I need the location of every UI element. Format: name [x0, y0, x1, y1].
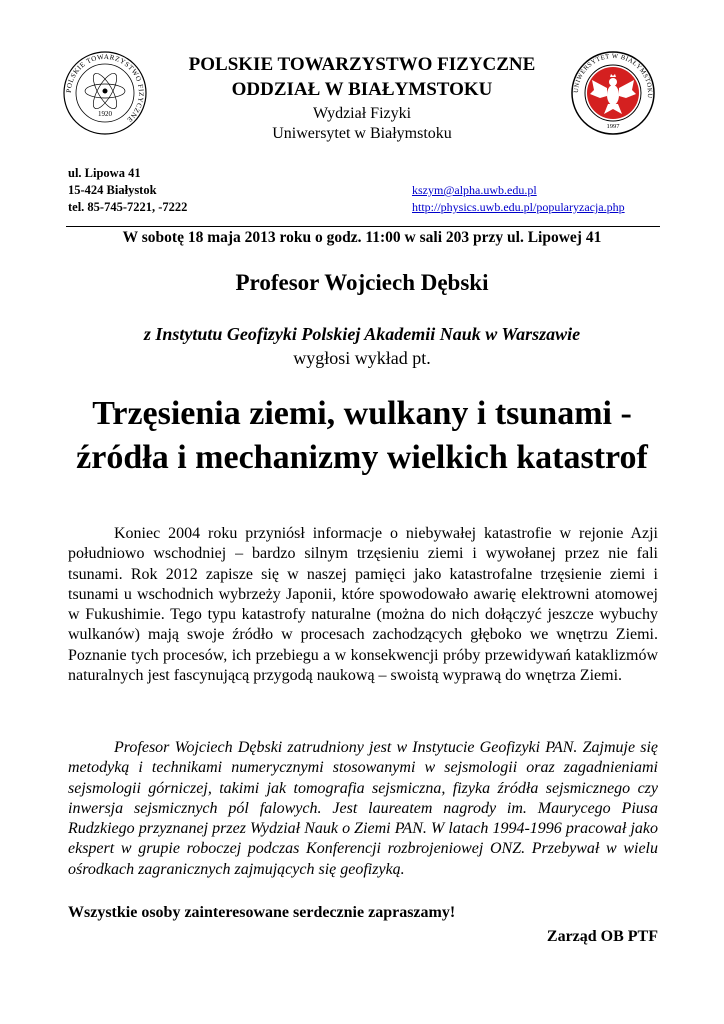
speaker-name: Profesor Wojciech Dębski: [235, 270, 489, 295]
address-city: 15-424 Białystok: [68, 183, 157, 197]
svg-text:UNIWERSYTET W BIAŁYMSTOKU: UNIWERSYTET W BIAŁYMSTOKU: [572, 52, 654, 99]
lecture-title-line2: źródła i mechanizmy wielkich katastrof: [76, 439, 648, 476]
phone-number: tel. 85-745-7221, -7222: [68, 200, 188, 214]
org-name-line2: ODDZIAŁ W BIAŁYMSTOKU: [231, 79, 493, 100]
university-name: Uniwersytet w Białymstoku: [272, 125, 452, 142]
address-street: ul. Lipowa 41: [68, 166, 141, 180]
header-divider: [66, 226, 660, 227]
signature: Zarząd OB PTF: [546, 928, 658, 945]
ptf-seal-year: 1920: [98, 110, 112, 118]
lecture-title: [0, 392, 724, 480]
university-seal-year: 1997: [606, 123, 620, 130]
lecture-intro: wygłosi wykład pt.: [293, 348, 431, 368]
invitation-text: Wszystkie osoby zainteresowane serdecznie zapraszamy!: [68, 904, 456, 921]
svg-text:POLSKIE TOWARZYSTWO FIZYCZNE: POLSKIE TOWARZYSTWO FIZYCZNE: [64, 52, 146, 124]
website-link[interactable]: http://physics.uwb.edu.pl/popularyzacja.php: [412, 200, 625, 214]
speaker-bio-paragraph: Profesor Wojciech Dębski zatrudniony jest w Instytucie Geofizyki PAN. Zajmuje się metodyką i technikami numerycznymi stosowanymi w sejsmologii oraz zagadnieniami sejsmologii górniczej, takimi jak tomografia sejsmiczna, fizyka źródła sejsmicznego czy inwersja sejsmicznych pól falowych. Jest laureatem nagrody im. Maurycego Piusa Rudzkiego przyznanej przez Wydział Nauk o Ziemi PAN. W latach 1994-1996 pracował jako ekspert w grupie roboczej podczas Konferencji rozbrojeniowej ONZ. Przebywał w wielu ośrodkach zagranicznych zajmujących się geofizyką.: [68, 739, 658, 878]
event-date-line: W sobotę 18 maja 2013 roku o godz. 11:00 w sali 203 przy ul. Lipowej 41: [122, 229, 602, 246]
email-link[interactable]: kszym@alpha.uwb.edu.pl: [412, 183, 537, 197]
abstract-paragraph: Koniec 2004 roku przyniósł informacje o niebywałej katastrofie w rejonie Azji południowo wschodniej – bardzo silnym trzęsieniu ziemi i wywołanej przez nie fali tsunami. Rok 2012 zapisze się w naszej pamięci jako katastrofalne trzęsienie ziemi i tsunami u wschodnich wybrzeży Japonii, które spowodowało awarię elektrowni atomowej w Fukushimie. Tego typu katastrofy naturalne (można do nich dołączyć jeszcze wybuchy wulkanów) mają swoje źródło w procesach zachodzących głęboko we wnętrzu Ziemi. Poznanie tych procesów, ich przebiegu a w konsekwencji próby przewidywań kataklizmów naturalnych jest fascynującą przygodą naukową – swoistą wyprawą do wnętrza Ziemi.: [68, 525, 658, 685]
speaker-institute: z Instytutu Geofizyki Polskiej Akademii Nauk w Warszawie: [143, 324, 581, 344]
lecture-title-line1: Trzęsienia ziemi, wulkany i tsunami -: [92, 395, 632, 432]
faculty-name: Wydział Fizyki: [312, 105, 412, 122]
org-name-line1: POLSKIE TOWARZYSTWO FIZYCZNE: [188, 54, 536, 75]
